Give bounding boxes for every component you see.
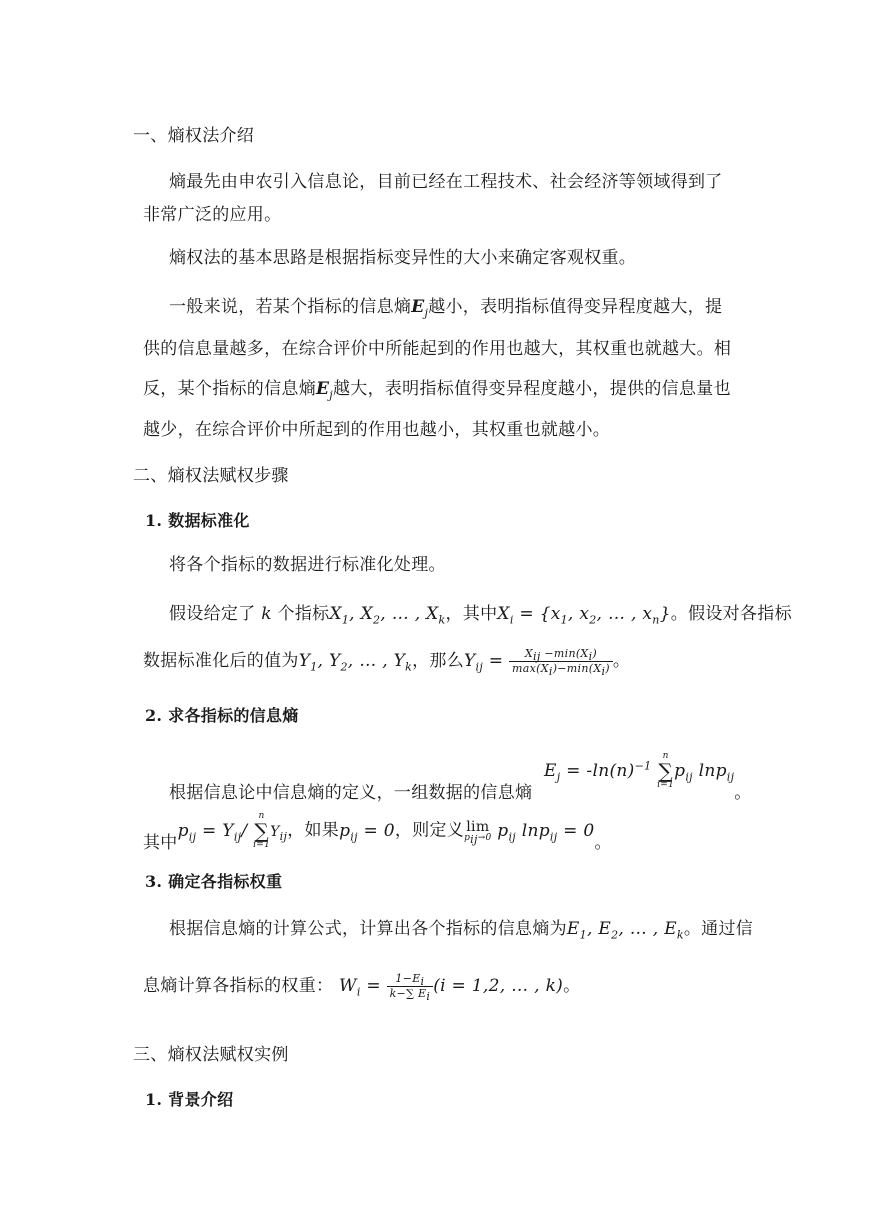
step-3-paragraph-2 — [143, 972, 581, 1004]
formula-pij: $p_{ij} = Y_{ij}/$ — [177, 820, 254, 843]
section-heading-2: 二、熵权法赋权步骤 — [133, 466, 289, 486]
formula-wi: $W_i$ = — [339, 976, 387, 999]
intro-paragraph-1-line-2: 非常广泛的应用。 — [143, 205, 282, 225]
text: 数据标准化后的值为 — [143, 651, 299, 671]
sum-symbol: n ∑ i=1 — [253, 811, 271, 850]
step-2-paragraph-1 — [169, 751, 752, 803]
text: ，那么 — [412, 651, 465, 671]
variable-k: k — [261, 604, 272, 624]
step-1-paragraph-2 — [169, 602, 792, 626]
formula-entropy-term: $p_{ij}$ lnp$_{ij}$ — [674, 760, 735, 783]
text: 反，某个指标的信息熵 — [143, 379, 316, 399]
text: 越小，表明指标值得变异程度越大，提 — [428, 297, 723, 317]
text: 。 — [594, 832, 612, 853]
formula-normalization-fraction: $\frac{X_{ij} -\min(X_i)}{\max(X_i)-\min(X_i)}$ — [509, 647, 613, 676]
text: 根据信息论中信息熵的定义，一组数据的信息熵 — [169, 782, 533, 803]
formula-weight-fraction: $\frac{1-E_i}{k-\sum E_i}$ — [387, 972, 434, 1001]
text: ，其中 — [445, 604, 498, 624]
formula-weight-range: (i = 1,2, … , k) — [433, 976, 564, 996]
formula-ej: $E_j$ — [411, 297, 429, 320]
intro-paragraph-3-line-4: 越少，在综合评价中所起到的作用也越小，其权重也就越小。 — [143, 420, 611, 440]
text: 。假设对各指标 — [670, 604, 792, 624]
formula-x-list: $X_1$, $X_2$, … , $X_k$ — [329, 604, 446, 627]
example-sub-1-title: 1. 背景介绍 — [145, 1090, 234, 1109]
intro-paragraph-3-line-3 — [143, 377, 731, 401]
text: 息熵计算各指标的权重： — [143, 976, 334, 996]
text: 。 — [612, 651, 631, 671]
limit-symbol: lim $p_{ij}\to 0$ — [464, 818, 492, 846]
intro-paragraph-3-line-1 — [169, 295, 722, 319]
section-heading-3: 三、熵权法赋权实例 — [133, 1045, 289, 1065]
step-3-title: 3. 确定各指标权重 — [145, 872, 283, 891]
step-1-paragraph-1: 将各个指标的数据进行标准化处理。 — [169, 555, 446, 575]
text: 其中 — [143, 832, 178, 853]
text: 越大，表明指标值得变异程度越小，提供的信息量也 — [332, 379, 731, 399]
step-1-paragraph-3 — [143, 647, 631, 679]
text: 一般来说，若某个指标的信息熵 — [169, 297, 412, 317]
sum-symbol: n ∑ i=1 — [657, 751, 675, 790]
formula-limit-term: $p_{ij}$ lnp$_{ij}$ = 0 — [491, 820, 595, 843]
text: 假设给定了 — [169, 604, 256, 624]
text: ，如果 — [287, 820, 340, 841]
formula-y-list: $Y_1$, $Y_2$, … , $Y_k$ — [298, 651, 413, 674]
intro-paragraph-1-line-1: 熵最先由申农引入信息论，目前已经在工程技术、社会经济等领域得到了 — [169, 172, 723, 192]
step-2-paragraph-2 — [143, 811, 612, 853]
formula-ej: $E_j$ — [316, 379, 333, 402]
text: 。 — [563, 976, 581, 996]
step-1-title: 1. 数据标准化 — [145, 511, 250, 530]
text: 。通过信 — [683, 919, 754, 939]
intro-paragraph-2: 熵权法的基本思路是根据指标变异性的大小来确定客观权重。 — [169, 248, 637, 268]
formula-entropy: $E_j = -\ln(n)^{-1}$ — [544, 758, 652, 783]
text: 。 — [734, 782, 752, 803]
section-heading-1: 一、熵权法介绍 — [133, 126, 255, 146]
formula-xi-set: $X_i = \{x_1$, $x_2$, … , $x_n$} — [497, 604, 671, 627]
formula-e-list: $E_1$, $E_2$, … , $E_k$ — [566, 919, 684, 942]
text: 根据信息熵的计算公式，计算出各个指标的信息熵为 — [169, 919, 567, 939]
formula-yij: $Y_{ij}$ = — [464, 651, 510, 674]
formula-yij-small: $Y_{ij}$ — [270, 823, 288, 843]
step-2-title: 2. 求各指标的信息熵 — [145, 706, 299, 725]
intro-paragraph-3-line-2: 供的信息量越多，在综合评价中所能起到的作用也越大，其权重也就越大。相 — [143, 339, 732, 359]
formula-pij-zero: $p_{ij} = 0$ — [339, 820, 395, 843]
text: ，则定义 — [394, 820, 465, 841]
step-3-paragraph-1 — [169, 917, 753, 941]
text: 个指标 — [277, 604, 330, 624]
